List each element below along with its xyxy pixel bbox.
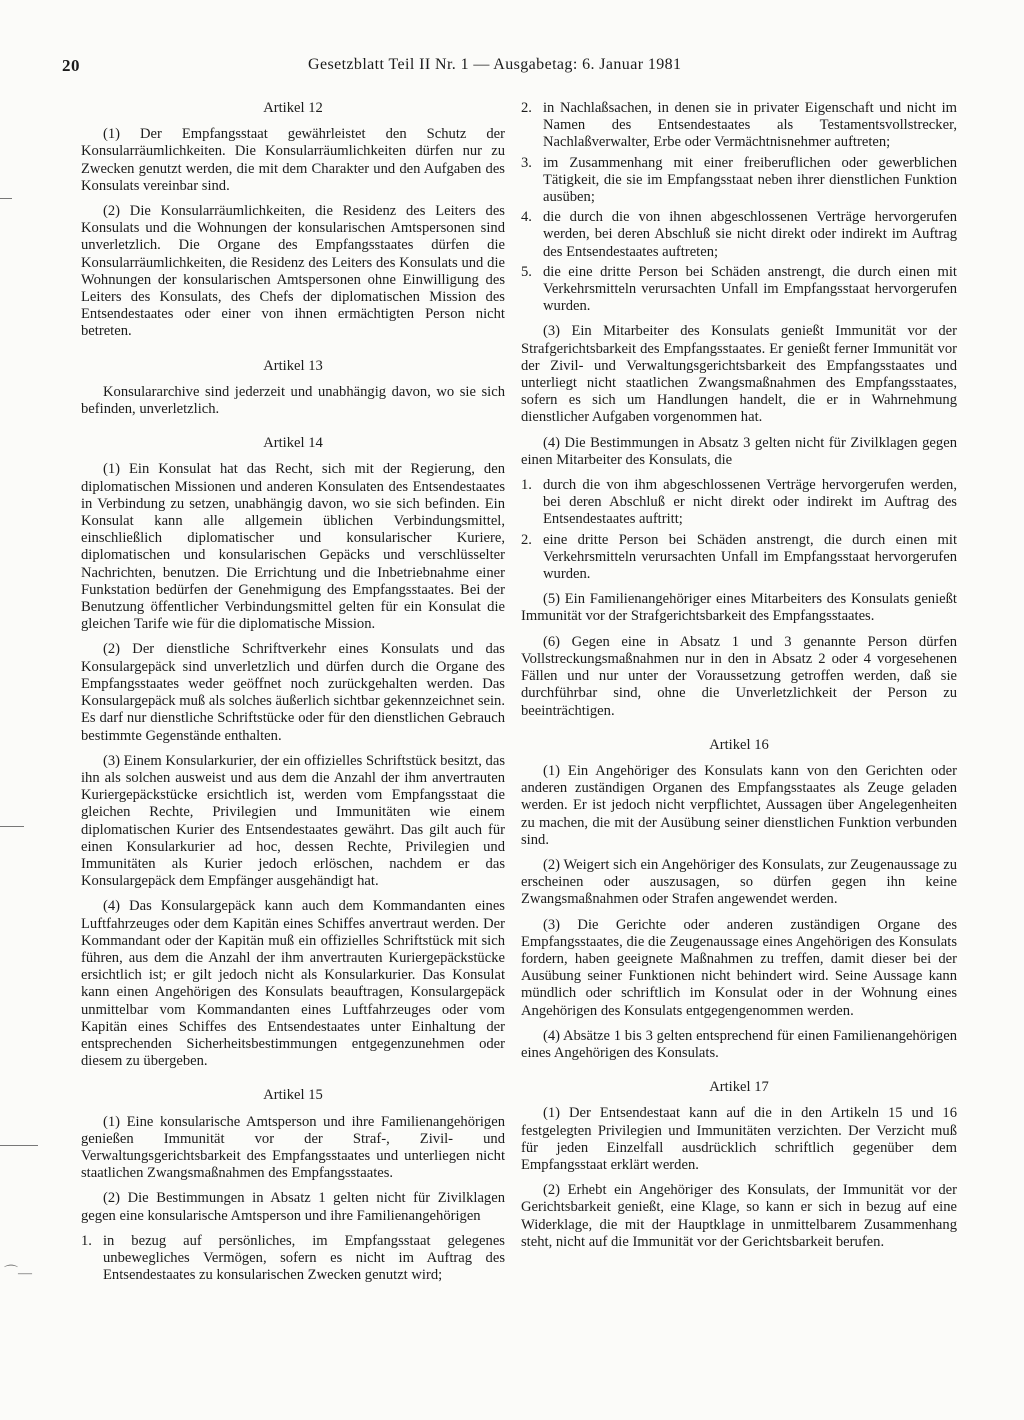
paragraph: (3) Ein Mitarbeiter des Konsulats genießt Immunität vor der Strafgerichtsbarkeit des Empfangsstaates. Er genießt ferner Immunität vor der Zivil- und Verwaltungsgerichtsbarkeit des Empfangsstaates und unterliegt nicht staatlichen Zwangsmaßnahmen des Empfangsstaates, sofern es sich um Handlungen handelt, die er in Wahrnehmung dienstlicher Aufgaben vorgenommen hat.: [521, 323, 957, 426]
page-number: 20: [62, 56, 80, 75]
article-12-heading: Artikel 12: [263, 100, 323, 116]
margin-mark: [0, 198, 12, 199]
paragraph: (3) Die Gerichte oder anderen zuständigen Organe des Empfangsstaates, die die Zeugenaussage eines Angehörigen des Konsulats fordern, haben geeignete Maßnahmen zu treffen, damit dieser bei der Ausübung seiner Funktionen nicht behindert wird. Seine Aussage kann mündlich oder schriftlich im Konsulat oder in der Wohnung eines Angehörigen des Konsulats entgegengenommen werden.: [521, 916, 957, 1019]
right-column: [521, 100, 957, 1259]
numbered-list: [81, 1233, 505, 1285]
paragraph: (6) Gegen eine in Absatz 1 und 3 genannte Person dürfen Vollstreckungsmaßnahmen nur in den in Absatz 2 oder 4 vorgesehenen Fällen und nur unter der Voraussetzung getroffen werden, daß sie durchführbar sind, ohne die Unverletzlichkeit der Person zu beeinträchtigen.: [521, 633, 957, 719]
list-item: [521, 209, 957, 261]
paragraph: (2) Die Konsularräumlichkeiten, die Residenz des Leiters des Konsulats und die Wohnungen der konsularischen Amtspersonen sind unverletzlich. Die Organe des Empfangsstaates dürfen die Konsularräumlichkeiten, die Residenz des Leiters des Konsulats und die Wohnungen der konsularischen Amtspersonen ohne Einwilligung des Leiters des Konsulats, des Chefs der diplomatischen Mission des Entsendestaates oder einer von ihnen ermächtigten Person nicht betreten.: [81, 203, 505, 340]
margin-mark: [0, 1145, 38, 1146]
list-number: 1.: [81, 1232, 92, 1249]
article-17-heading: Artikel 17: [709, 1079, 769, 1096]
list-text: die durch die von ihnen abgeschlossenen Verträge hervorgerufen werden, bei deren Abschluß sie nicht direkt oder indirekt im Auftrag des Entsendestaates auftreten;: [543, 209, 957, 260]
paragraph: (2) Weigert sich ein Angehöriger des Konsulats, zur Zeugenaussage zu erscheinen oder auszusagen, so dürfen gegen ihn keine Zwangsmaßnahmen oder Strafen angewendet werden.: [521, 856, 957, 908]
left-column: [81, 100, 505, 1292]
list-number: 5.: [521, 263, 532, 280]
paragraph: (1) Der Entsendestaat kann auf die in den Artikeln 15 und 16 festgelegten Privilegien und Immunitäten verzichten. Der Verzicht muß für jeden Einzelfall ausdrücklich schriftlich gegenüber dem Empfangsstaat erklärt werden.: [521, 1105, 957, 1173]
article-15-heading: Artikel 15: [263, 1087, 323, 1104]
article-13-heading: Artikel 13: [263, 357, 323, 374]
list-text: im Zusammenhang mit einer freiberuflichen oder gewerblichen Tätigkeit, die sie im Empfangsstaat neben ihrer dienstlichen Funktion ausüben;: [543, 154, 957, 206]
list-number: 4.: [521, 209, 532, 226]
paragraph: (1) Ein Konsulat hat das Recht, sich mit der Regierung, den diplomatischen Missionen und anderen Konsulaten des Entsendestaates in Verbindung zu setzen, unabhängig davon, wo sie sich befinden. Ein Konsulat kann alle allgemein üblichen Verbindungsmittel, einschließlich diplomatischer und konsularischer Kuriere, diplomatischen und konsularischen Gepäcks und verschlüsselter Nachrichten, benutzen. Die Errichtung und die Inbetriebnahme einer Funkstation bedürfen der Genehmigung des Empfangsstaates. Bei der Benutzung öffentlicher Verbindungsmittel gelten für ein Konsulat die gleichen Tarife wie für die diplomatische Mission.: [81, 461, 505, 633]
paragraph: (1) Ein Angehöriger des Konsulats kann von den Gerichten oder anderen zuständigen Organen des Empfangsstaates als Zeuge geladen werden. Er ist jedoch nicht verpflichtet, Aussagen über Angelegenheiten zu machen, die mit der Ausübung seiner dienstlichen Funktion verbunden sind.: [521, 762, 957, 848]
list-number: 1.: [521, 477, 532, 494]
paragraph: (4) Das Konsulargepäck kann auch dem Kommandanten eines Luftfahrzeuges oder dem Kapitän eines Schiffes anvertraut werden. Der Kommandant oder der Kapitän muß ein offizielles Schriftstück mit sich führen, aus dem die Anzahl der ihm anvertrauten Kuriergepäckstücke ersichtlich ist; er gilt jedoch nicht als Konsularkurier. Das Konsulat kann einen Angehörigen des Konsulats beauftragen, Konsulargepäck unmittelbar vom Kommandanten eines Luftfahrzeuges oder vom Kapitän eines Schiffes des Entsendestaates unter Einhaltung der entsprechenden Sicherheitsbestimmungen entgegenzunehmen oder diesem zu übergeben.: [81, 898, 505, 1070]
list-text: in bezug auf persönliches, im Empfangsstaat gelegenes unbewegliches Vermögen, sofern es nicht im Auftrag des Entsendestaates zu konsularischen Zwecken genutzt wird;: [103, 1232, 505, 1284]
article-16-heading: Artikel 16: [709, 736, 769, 753]
list-number: 3.: [521, 154, 532, 171]
list-item: [521, 100, 957, 152]
list-item: [521, 264, 957, 316]
paragraph: (1) Der Empfangsstaat gewährleistet den Schutz der Konsularräumlichkeiten. Die Konsularräumlichkeiten dürfen nur zu Zwecken genutzt werden, die mit dem Charakter und den Aufgaben des Konsulats vereinbar sind.: [81, 126, 505, 194]
margin-mark: [0, 826, 24, 827]
paragraph: (5) Ein Familienangehöriger eines Mitarbeiters des Konsulats genießt Immunität vor der Strafgerichtsbarkeit des Empfangsstaates.: [521, 591, 957, 625]
paragraph: (2) Der dienstliche Schriftverkehr eines Konsulats und das Konsulargepäck sind unverletzlich und dürfen durch die Organe des Empfangsstaates weder geöffnet noch zurückgehalten werden. Das Konsulargepäck muß als solches äußerlich sichtbar gekennzeichnet sein. Es darf nur dienstliche Schriftstücke oder für den dienstlichen Gebrauch bestimmte Gegenstände enthalten.: [81, 641, 505, 744]
paragraph: (3) Einem Konsularkurier, der ein offizielles Schriftstück besitzt, das ihn als solchen ausweist und aus dem die Anzahl der ihm anvertrauten Kuriergepäckstücke ersichtlich ist, werden vom Empfangsstaat die gleichen Rechte, Privilegien und Immunitäten wie einem diplomatischen Kurier des Entsendestaates gewährt. Das gilt auch für einen Konsularkurier ad hoc, dessen Rechte, Privilegien und Immunitäten als Kurier jedoch erlöschen, nachdem er das Konsulargepäck dem Empfänger ausgehändigt hat.: [81, 752, 505, 890]
paragraph: (4) Absätze 1 bis 3 gelten entsprechend für einen Familienangehörigen eines Angehörigen des Konsulats.: [521, 1027, 957, 1061]
list-item: [521, 532, 957, 584]
list-text: die eine dritte Person bei Schäden anstrengt, die durch einen mit Verkehrsmitteln verursachten Unfall im Empfangsstaat hervorgerufen wurden.: [543, 263, 957, 315]
numbered-list: [521, 477, 957, 583]
paragraph: (2) Erhebt ein Angehöriger des Konsulats, der Immunität vor der Gerichtsbarkeit genießt, eine Klage, so kann er sich in bezug auf eine Widerklage, die mit der Hauptklage in unmittelbarem Zusammenhang steht, nicht auf die Immunität vor der Gerichtsbarkeit berufen.: [521, 1182, 957, 1250]
list-item: [521, 477, 957, 529]
margin-mark: ⌒—: [4, 1266, 32, 1281]
list-text: eine dritte Person bei Schäden anstrengt, die durch einen mit Verkehrsmitteln verursachten Unfall im Empfangsstaat hervorgerufen wurden.: [543, 531, 957, 583]
list-item: [81, 1233, 505, 1285]
gazette-title: Gesetzblatt Teil II Nr. 1 — Ausgabetag: 6. Januar 1981: [308, 56, 682, 73]
list-number: 2.: [521, 100, 532, 116]
list-item: [521, 155, 957, 207]
paragraph: (2) Die Bestimmungen in Absatz 1 gelten nicht für Zivilklagen gegen eine konsularische Amtsperson und ihre Familienangehörigen: [81, 1190, 505, 1224]
article-14-heading: Artikel 14: [263, 435, 323, 452]
numbered-list: [521, 100, 957, 315]
list-number: 2.: [521, 531, 532, 548]
list-text: durch die von ihm abgeschlossenen Verträge hervorgerufen werden, bei deren Abschluß er nicht direkt oder indirekt im Auftrag des Entsendestaates auftritt;: [543, 477, 957, 528]
paragraph: (1) Eine konsularische Amtsperson und ihre Familienangehörigen genießen Immunität vor der Straf-, Zivil- und Verwaltungsgerichtsbarkeit des Empfangsstaates und unterliegen nicht staatlichen Zwangsmaßnahmen des Empfangsstaates.: [81, 1113, 505, 1182]
paragraph: Konsulararchive sind jederzeit und unabhängig davon, wo sie sich befinden, unverletzlich.: [81, 383, 505, 418]
page-header: [62, 56, 962, 80]
list-text: in Nachlaßsachen, in denen sie in privater Eigenschaft und nicht im Namen des Entsendestaates als Testamentsvollstrecker, Nachlaßverwalter, Erbe oder Vermächtnisnehmer auftreten;: [543, 100, 957, 151]
paragraph: (4) Die Bestimmungen in Absatz 3 gelten nicht für Zivilklagen gegen einen Mitarbeiter des Konsulats, die: [521, 434, 957, 468]
